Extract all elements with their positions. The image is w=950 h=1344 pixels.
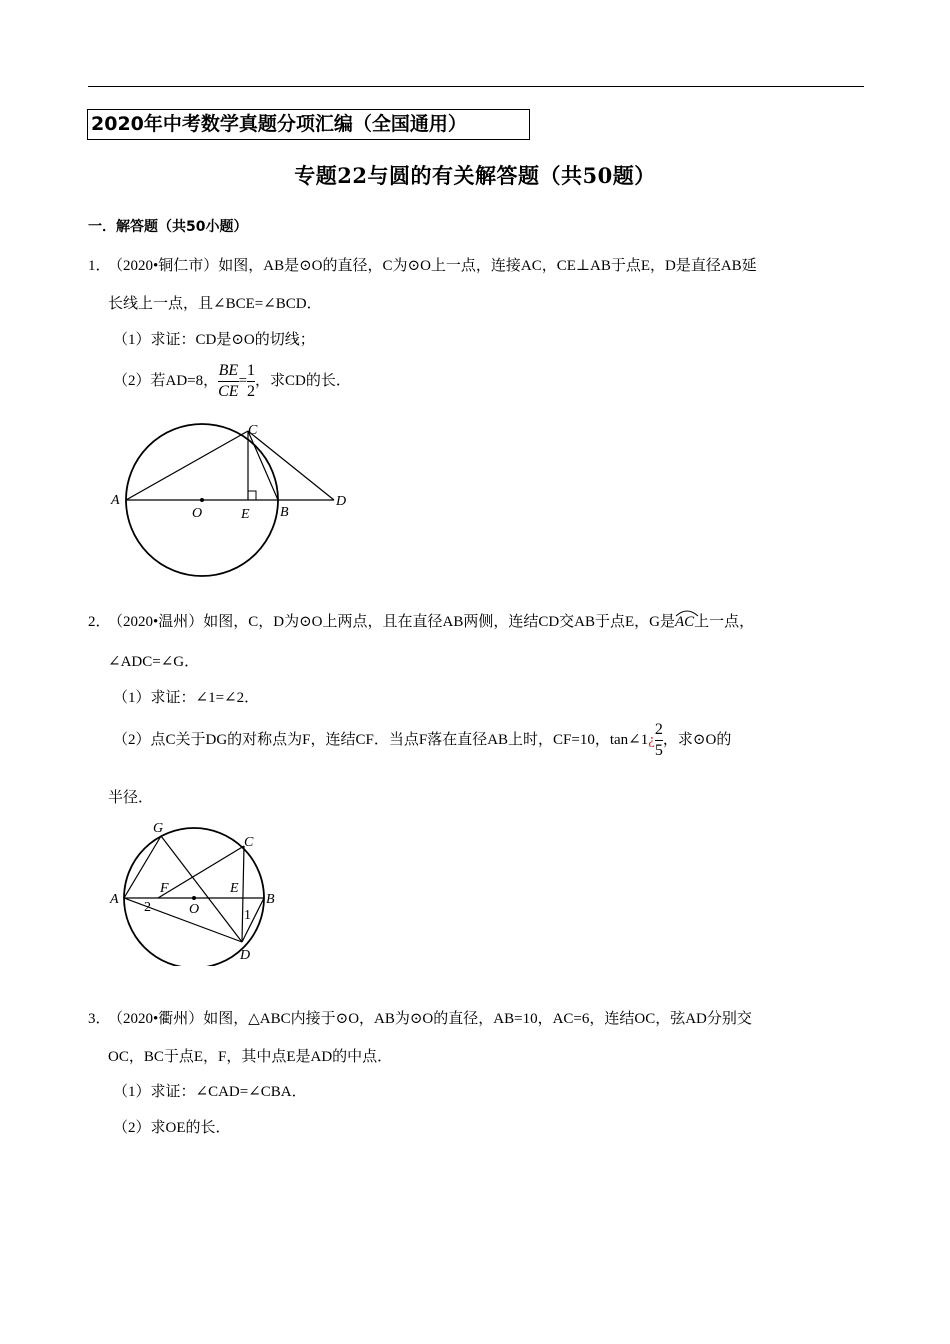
fig2-label-d: D <box>240 948 251 963</box>
frac-denominator: CE <box>218 383 239 400</box>
problem-1-fraction <box>218 361 238 402</box>
problem-1-part1: （1）求证：CD是⊙O的切线； <box>113 332 315 348</box>
arc-ac <box>675 614 694 631</box>
fig2-label-a: A <box>110 892 119 907</box>
fig1-label-o: O <box>192 506 203 521</box>
fig2-label-e: E <box>230 881 239 896</box>
fig1-label-c: C <box>248 423 258 438</box>
problem-2-glyph: ¿ <box>648 731 655 748</box>
problem-3-part1: （1）求证：∠CAD=∠CBA． <box>113 1084 307 1100</box>
problem-1-line2: 长线上一点，且∠BCE=∠BCD． <box>108 296 322 312</box>
problem-2-part1: （1）求证：∠1=∠2． <box>113 690 260 706</box>
fig1-label-d: D <box>336 494 347 509</box>
arc-ac-label: AC <box>675 614 695 630</box>
fig2-label-g: G <box>153 821 164 836</box>
fig1-line-cd <box>248 431 334 500</box>
problem-2-line1 <box>108 610 754 631</box>
fig1-label-b: B <box>280 505 289 520</box>
problem-3-part2: （2）求OE的长． <box>113 1120 231 1136</box>
fig2-label-o: O <box>189 902 200 917</box>
fig1-line-cb <box>248 431 278 500</box>
problem-2-line1-a: （2020•温州）如图，C，D为⊙O上两点，且在直径AB两侧，连结CD交AB于点E，G是 <box>108 614 675 630</box>
problem-2-part2 <box>113 720 731 761</box>
fig1-label-e: E <box>241 507 250 522</box>
equals-sign: = <box>238 372 248 389</box>
problem-1-part2 <box>113 361 351 402</box>
problem-3-number: 3． <box>88 1011 111 1027</box>
fig2-label-2: 2 <box>144 900 151 915</box>
fig2-center-dot <box>192 896 196 900</box>
value-denominator: 2 <box>247 383 256 400</box>
arc-icon <box>674 607 700 617</box>
section-heading: 一．解答题（共50小题） <box>88 219 248 235</box>
fig2-line-cd <box>242 846 244 942</box>
fig2-label-1: 1 <box>244 908 251 923</box>
fig2-label-b: B <box>266 892 275 907</box>
problem-2-line1-b: 上一点， <box>694 614 755 630</box>
figure-2-circle-chords <box>108 816 283 966</box>
problem-2-line2: ∠ADC=∠G． <box>108 654 200 670</box>
problem-1-number: 1． <box>88 258 111 274</box>
problem-1-part2-prefix: （2）若AD=8， <box>113 372 219 389</box>
problem-1-value-fraction <box>247 361 255 402</box>
problem-2-line-last: 半径． <box>108 790 154 806</box>
problem-2-part2-prefix: （2）点C关于DG的对称点为F，连结CF．当点F落在直径AB上时，CF=10，tan∠1 <box>113 731 649 748</box>
fig2-line-ag <box>124 836 161 898</box>
problem-2-number: 2． <box>88 614 111 630</box>
problem-3-line2: OC，BC于点E，F，其中点E是AD的中点． <box>108 1049 393 1065</box>
frac-numerator: BE <box>218 362 239 379</box>
fig1-center-dot <box>200 498 204 502</box>
collection-title: 2020年中考数学真题分项汇编（全国通用） <box>87 109 530 140</box>
problem-1-line1: （2020•铜仁市）如图，AB是⊙O的直径，C为⊙O上一点，连接AC，CE⊥AB于点E，D是直径AB延 <box>108 258 757 274</box>
value-denominator: 5 <box>654 742 663 759</box>
fig1-right-angle <box>248 491 256 500</box>
fig1-label-a: A <box>111 493 120 508</box>
fig2-line-ad <box>124 898 242 942</box>
topic-title: 专题22与圆的有关解答题（共50题） <box>294 163 656 188</box>
fig1-line-ac <box>126 431 248 500</box>
problem-1-part2-suffix: ，求CD的长． <box>255 372 351 389</box>
problem-2-value-fraction <box>655 720 663 761</box>
value-numerator: 1 <box>247 362 256 379</box>
header-rule <box>88 86 864 87</box>
problem-2-part2-suffix: ，求⊙O的 <box>662 731 732 748</box>
fig2-label-f: F <box>160 881 169 896</box>
problem-3-line1: （2020•衢州）如图，△ABC内接于⊙O，AB为⊙O的直径，AB=10，AC=6，连结OC，弦AD分别交 <box>108 1011 752 1027</box>
value-numerator: 2 <box>654 721 663 738</box>
figure-1-circle-tangent <box>108 418 358 583</box>
fig2-label-c: C <box>244 835 254 850</box>
